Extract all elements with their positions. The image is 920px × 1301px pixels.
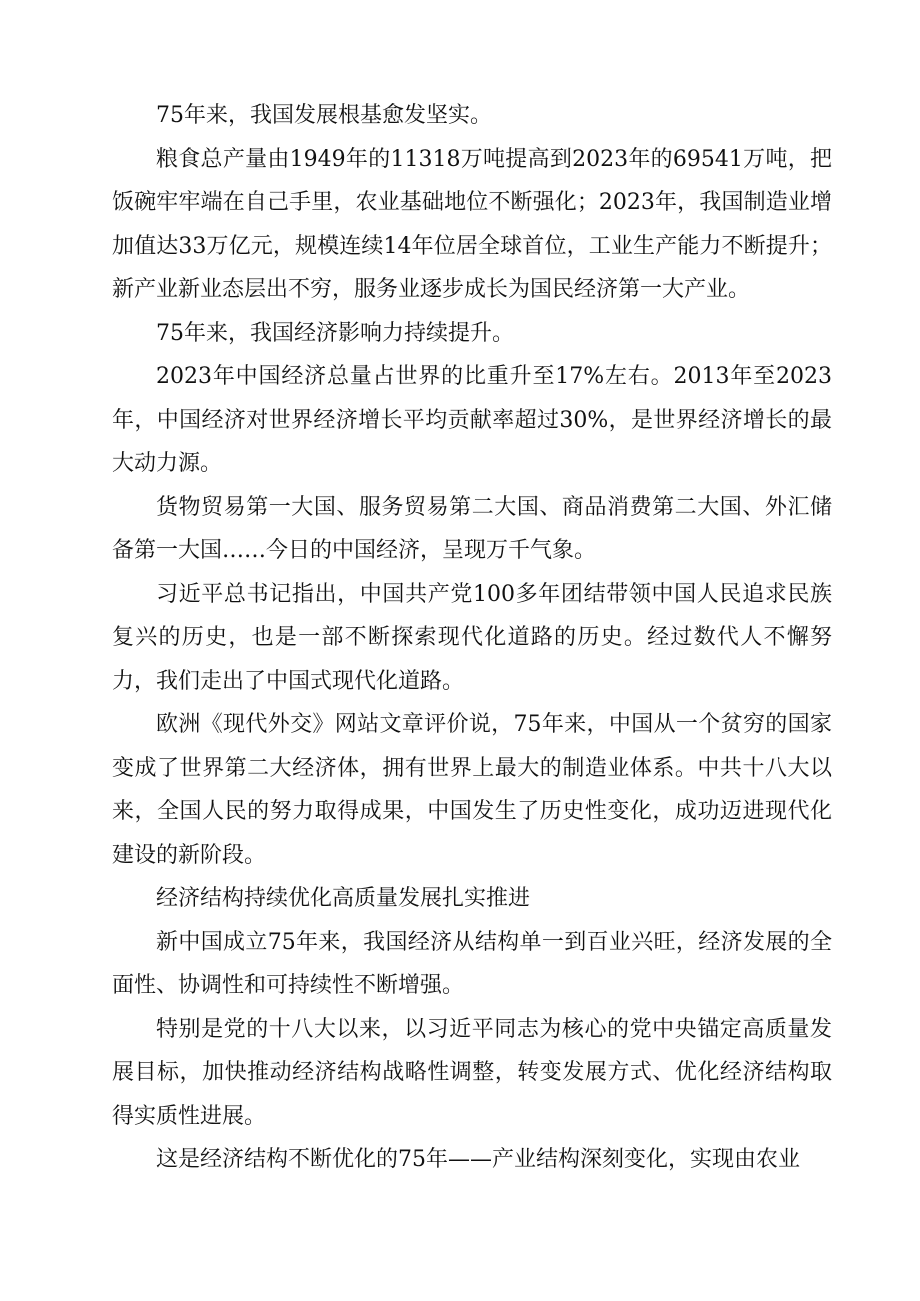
section-heading: 经济结构持续优化高质量发展扎实推进 <box>156 886 531 911</box>
paragraph-grain-industry: 粮食总产量由1949年的11318万吨提高到2023年的69541万吨，把饭碗牢牢端在自己手里，农业基础地位不断强化；2023年，我国制造业增加值达33万亿元，规模连续14年位居全球首位，工业生产能力不断提升；新产业新业态层出不穷，服务业逐步成长为国民经济第一大产业。 <box>112 146 832 302</box>
paragraph-eighteenth-congress: 特别是党的十八大以来，以习近平同志为核心的党中央锚定高质量发展目标，加快推动经济结构战略性调整，转变发展方式、优化经济结构取得实质性进展。 <box>112 1016 832 1129</box>
paragraph-foundation-intro: 75年来，我国发展根基愈发坚实。 <box>156 103 492 128</box>
paragraph-influence-intro: 75年来，我国经济影响力持续提升。 <box>156 320 514 346</box>
paragraph-structure: 新中国成立75年来，我国经济从结构单一到百业兴旺，经济发展的全面性、协调性和可持续性不断增强。 <box>112 929 832 998</box>
paragraph-modernization: 习近平总书记指出，中国共产党100多年团结带领中国人民追求民族复兴的历史，也是一部不断探索现代化道路的历史。经过数代人不懈努力，我们走出了中国式现代化道路。 <box>112 581 832 694</box>
paragraph-structure-change: 这是经济结构不断优化的75年——产业结构深刻变化，实现由农业 <box>156 1147 800 1172</box>
paragraph-world-share: 2023年中国经济总量占世界的比重升至17%左右。2013年至2023年，中国经济对世界经济增长平均贡献率超过30%，是世界经济增长的最大动力源。 <box>112 364 832 476</box>
article-body <box>112 94 832 1182</box>
paragraph-trade: 货物贸易第一大国、服务贸易第二大国、商品消费第二大国、外汇储备第一大国……今日的中国经济，呈现万千气象。 <box>112 494 832 563</box>
paragraph-modern-diplomacy: 欧洲《现代外交》网站文章评价说，75年来，中国从一个贫穷的国家变成了世界第二大经济体，拥有世界上最大的制造业体系。中共十八大以来，全国人民的努力取得成果，中国发生了历史性变化，成功迈进现代化建设的新阶段。 <box>112 712 832 868</box>
